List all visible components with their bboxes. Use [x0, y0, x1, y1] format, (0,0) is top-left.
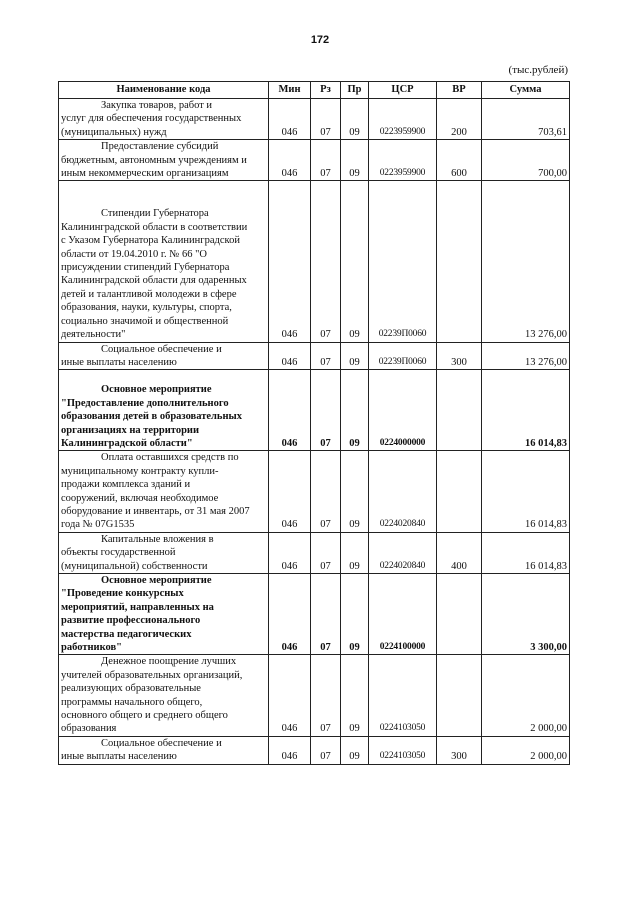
- header-name: Наименование кода: [59, 82, 269, 99]
- row-name-line: детей и талантливой молодежи в сфере: [61, 288, 237, 300]
- row-name-line: Калининградской области в соответствии: [61, 221, 248, 233]
- row-pr: 09: [341, 342, 369, 370]
- row-sum: 16 014,83: [482, 451, 570, 532]
- table-row: [59, 655, 570, 736]
- row-sum: 3 300,00: [482, 574, 570, 655]
- row-vr: [437, 181, 482, 342]
- table-row: [59, 532, 570, 573]
- row-name-line: бюджетным, автономным учреждениям и: [61, 154, 247, 166]
- row-name: [59, 532, 269, 573]
- row-name-line: основного общего и среднего общего: [61, 710, 228, 722]
- row-min: 046: [269, 140, 311, 181]
- row-sum: 16 014,83: [482, 532, 570, 573]
- row-pr: 09: [341, 99, 369, 140]
- table-row: [59, 181, 570, 342]
- row-csr: 0224103050: [369, 736, 437, 764]
- header-vr: ВР: [437, 82, 482, 99]
- header-csr: ЦСР: [369, 82, 437, 99]
- row-pr: 09: [341, 655, 369, 736]
- row-name-line: сооружений, включая необходимое: [61, 492, 219, 504]
- row-rz: 07: [311, 370, 341, 451]
- row-name-line: объекты государственной: [61, 547, 176, 559]
- header-min: Мин: [269, 82, 311, 99]
- row-csr: 0224100000: [369, 574, 437, 655]
- table-header-row: [59, 82, 570, 99]
- row-name: [59, 574, 269, 655]
- row-rz: 07: [311, 99, 341, 140]
- page-number: 172: [310, 34, 330, 46]
- row-rz: 07: [311, 181, 341, 342]
- table-row: [59, 574, 570, 655]
- row-name: [59, 342, 269, 370]
- row-pr: 09: [341, 574, 369, 655]
- table-row: [59, 451, 570, 532]
- row-name-line: Капитальные вложения в: [101, 533, 214, 545]
- row-name-line: иные выплаты населению: [61, 751, 177, 763]
- table-row: [59, 342, 570, 370]
- row-min: 046: [269, 532, 311, 573]
- row-vr: 300: [437, 736, 482, 764]
- row-name-line: образования, науки, культуры, спорта,: [61, 302, 232, 314]
- row-name-line: деятельности": [61, 329, 126, 341]
- row-rz: 07: [311, 574, 341, 655]
- row-name-line: Социальное обеспечение и: [101, 343, 222, 355]
- row-csr: 0223959900: [369, 99, 437, 140]
- row-name-line: работников": [61, 642, 122, 654]
- row-name-line: (муниципальной) собственности: [61, 560, 208, 572]
- row-name: [59, 451, 269, 532]
- row-min: 046: [269, 655, 311, 736]
- row-name-line: Закупка товаров, работ и: [101, 100, 213, 111]
- row-name-line: (муниципальных) нужд: [61, 126, 167, 138]
- row-name-line: развитие профессионального: [61, 615, 201, 627]
- row-vr: [437, 370, 482, 451]
- table-row: [59, 736, 570, 764]
- row-rz: 07: [311, 655, 341, 736]
- row-name-line: социально значимой и общественной: [61, 315, 229, 327]
- row-name-line: с Указом Губернатора Калининградской: [61, 235, 240, 247]
- row-name-line: Оплата оставшихся средств по: [101, 452, 239, 464]
- row-name-line: мастерства педагогических: [61, 628, 192, 640]
- row-name: [59, 181, 269, 342]
- row-name-line: услуг для обеспечения государственных: [61, 113, 242, 125]
- table-row: [59, 140, 570, 181]
- row-sum: 13 276,00: [482, 342, 570, 370]
- row-name-line: Стипендии Губернатора: [101, 208, 209, 220]
- row-csr: 02239П0060: [369, 342, 437, 370]
- row-min: 046: [269, 736, 311, 764]
- row-vr: 300: [437, 342, 482, 370]
- row-rz: 07: [311, 140, 341, 181]
- header-sum: Сумма: [482, 82, 570, 99]
- row-name-line: Основное мероприятие: [101, 575, 212, 586]
- row-vr: 600: [437, 140, 482, 181]
- row-name: [59, 140, 269, 181]
- row-name-line: программы начального общего,: [61, 696, 203, 708]
- row-name-line: Социальное обеспечение и: [101, 737, 222, 749]
- row-name-line: муниципальному контракту купли-: [61, 465, 219, 477]
- row-name-line: учителей образовательных организаций,: [61, 669, 243, 681]
- table-row: [59, 370, 570, 451]
- row-vr: [437, 451, 482, 532]
- row-name-line: Калининградской области для одаренных: [61, 275, 247, 287]
- row-name-line: оборудование и инвентарь, от 31 мая 2007: [61, 505, 250, 517]
- row-sum: 703,61: [482, 99, 570, 140]
- row-name-line: образования детей в образовательных: [61, 411, 242, 423]
- row-pr: 09: [341, 181, 369, 342]
- row-vr: [437, 574, 482, 655]
- row-vr: [437, 655, 482, 736]
- header-pr: Пр: [341, 82, 369, 99]
- units-label: (тыс.рублей): [508, 64, 568, 76]
- row-pr: 09: [341, 370, 369, 451]
- row-pr: 09: [341, 451, 369, 532]
- row-name-line: "Проведение конкурсных: [61, 588, 184, 600]
- row-name: [59, 736, 269, 764]
- row-name-line: иные выплаты населению: [61, 356, 177, 368]
- table-body: [59, 99, 570, 765]
- row-min: 046: [269, 451, 311, 532]
- row-vr: 400: [437, 532, 482, 573]
- row-csr: 02239П0060: [369, 181, 437, 342]
- row-pr: 09: [341, 736, 369, 764]
- row-name-line: Денежное поощрение лучших: [101, 656, 237, 668]
- row-name-line: года № 07G1535: [61, 519, 135, 531]
- row-sum: 13 276,00: [482, 181, 570, 342]
- row-name-line: организациях на территории: [61, 424, 200, 436]
- row-pr: 09: [341, 140, 369, 181]
- row-sum: 16 014,83: [482, 370, 570, 451]
- budget-table: [58, 81, 570, 765]
- row-name-line: образования: [61, 723, 117, 735]
- row-name: [59, 99, 269, 140]
- row-name-line: области от 19.04.2010 г. № 66 "О: [61, 248, 207, 260]
- row-name-line: Основное мероприятие: [101, 384, 212, 396]
- row-min: 046: [269, 370, 311, 451]
- row-name-line: иным некоммерческим организациям: [61, 168, 229, 180]
- row-sum: 700,00: [482, 140, 570, 181]
- header-rz: Рз: [311, 82, 341, 99]
- row-name-line: продажи комплекса зданий и: [61, 479, 191, 491]
- row-pr: 09: [341, 532, 369, 573]
- row-csr: 0224020840: [369, 532, 437, 573]
- row-rz: 07: [311, 532, 341, 573]
- row-csr: 0224020840: [369, 451, 437, 532]
- table-row: [59, 99, 570, 140]
- row-name: [59, 370, 269, 451]
- row-vr: 200: [437, 99, 482, 140]
- row-name-line: Предоставление субсидий: [101, 141, 219, 153]
- row-rz: 07: [311, 451, 341, 532]
- row-name-line: Калининградской области": [61, 437, 193, 449]
- row-name-line: мероприятий, направленных на: [61, 601, 214, 613]
- row-min: 046: [269, 99, 311, 140]
- row-min: 046: [269, 342, 311, 370]
- row-sum: 2 000,00: [482, 655, 570, 736]
- row-name-line: "Предоставление дополнительного: [61, 397, 229, 409]
- row-rz: 07: [311, 736, 341, 764]
- row-csr: 0224103050: [369, 655, 437, 736]
- row-csr: 0224000000: [369, 370, 437, 451]
- row-name: [59, 655, 269, 736]
- row-name-line: присуждении стипендий Губернатора: [61, 262, 230, 274]
- row-name-line: реализующих образовательные: [61, 683, 201, 695]
- row-min: 046: [269, 574, 311, 655]
- row-csr: 0223959900: [369, 140, 437, 181]
- row-sum: 2 000,00: [482, 736, 570, 764]
- row-min: 046: [269, 181, 311, 342]
- row-rz: 07: [311, 342, 341, 370]
